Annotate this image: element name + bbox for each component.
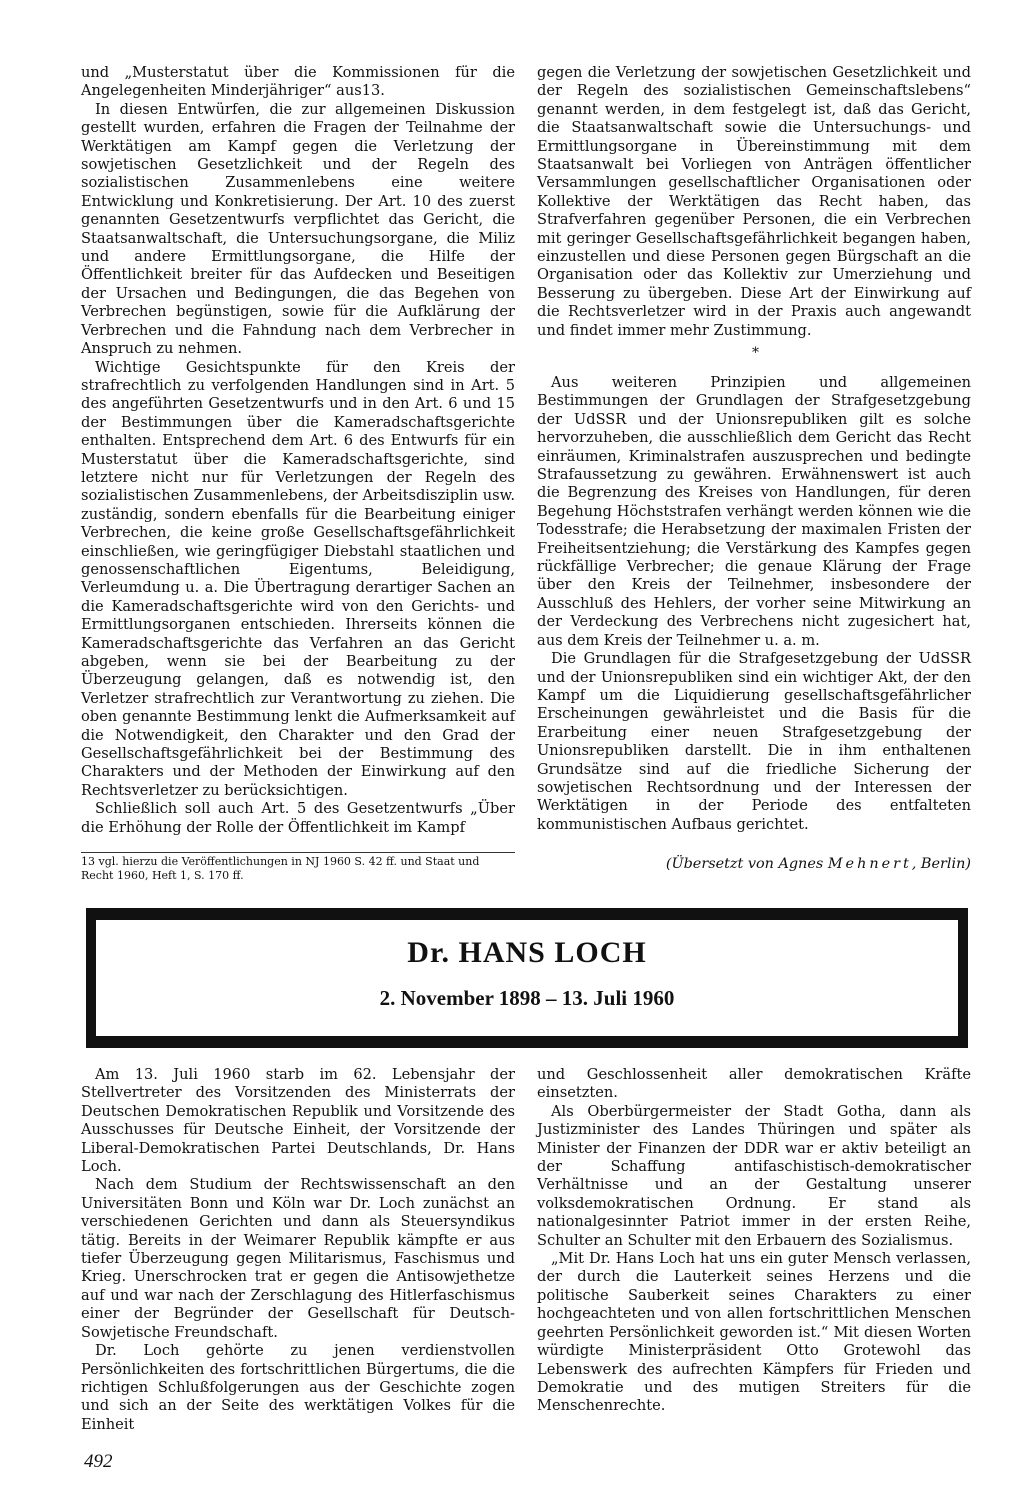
obituary-right-column — [537, 1066, 971, 1416]
paragraph: Dr. Loch gehörte zu jenen verdienstvollen Persönlichkeiten des fortschrittlichen Bürgertums, die die richtigen Schlußfolgerungen aus der Geschichte zogen und sich an der Seite des werktätigen Volkes für die Einheit — [81, 1342, 515, 1433]
footnote: 13 vgl. hierzu die Veröffentlichungen in NJ 1960 S. 42 ff. und Staat und Recht 1960, Heft 1, S. 170 ff. — [81, 852, 515, 883]
upper-left-column — [81, 64, 515, 837]
obituary-banner — [86, 908, 968, 1048]
paragraph: „Mit Dr. Hans Loch hat uns ein guter Mensch verlassen, der durch die Lauterkeit seines Herzens und die politische Sauberkeit seines Charakters zu einer hochgeachteten und von allen fortschrittlichen Menschen geehrten Persönlichkeit geworden ist.“ Mit diesen Worten würdigte Ministerpräsident Otto Grotewohl das Lebenswerk des aufrechten Kämpfers für Frieden und Demokratie und des mutigen Streiters für die Menschenrechte. — [537, 1250, 971, 1415]
obituary-dates: 2. November 1898 – 13. Juli 1960 — [379, 986, 675, 1010]
paragraph: gegen die Verletzung der sowjetischen Gesetzlichkeit und der Regeln des sozialistischen Gemeinschaftslebens“ genannt werden, in dem festgelegt ist, daß das Gericht, die Staatsanwaltschaft sowie die Untersuchungs- und Ermittlungsorgane in Übereinstimmung mit dem Staatsanwalt bei Vorliegen von Anträgen öffentlicher Versammlungen gesellschaftlicher Organisationen oder Kollektive der Werktätigen das Recht haben, das Strafverfahren gegenüber Personen, die ein Verbrechen mit geringer Gesellschaftsgefährlichkeit begangen haben, einzustellen und diese Personen gegen Bürgschaft an die Organisation oder das Kollektiv zur Umerziehung und Besserung zu übergeben. Diese Art der Einwirkung auf die Rechtsverletzer wird in der Praxis auch angewandt und findet immer mehr Zustimmung. — [537, 64, 971, 339]
paragraph: und Geschlossenheit aller demokratischen Kräfte einsetzten. — [537, 1066, 971, 1102]
paragraph: Die Grundlagen für die Strafgesetzgebung der UdSSR und der Unionsrepubliken sind ein wichtiger Akt, der den Kampf um die Liquidierung gesellschaftsgefährlicher Erscheinungen gewährleistet und die Basis für die Erarbeitung einer neuen Strafgesetzgebung der Unionsrepubliken darstellt. Die in ihm enthaltenen Grundsätze sind auf die friedliche Sicherung der sowjetischen Rechtsordnung und der Interessen der Werktätigen in der Periode des entfalteten kommunistischen Aufbaus gerichtet. — [537, 650, 971, 833]
paragraph: und „Musterstatut über die Kommissionen für die Angelegenheiten Minderjähriger“ aus13. — [81, 64, 515, 100]
obituary-left-column — [81, 1066, 515, 1434]
translator-name: Mehnert — [827, 856, 912, 872]
page-number: 492 — [84, 1451, 113, 1472]
upper-right-column-b — [537, 374, 971, 834]
paragraph: Als Oberbürgermeister der Stadt Gotha, dann als Justizminister des Landes Thüringen und später als Minister der Finanzen der DDR war er aktiv beteiligt an der Schaffung antifaschistisch-demokratischer Verhältnisse und an der Gestaltung unserer volksdemokratischen Ordnung. Er stand als nationalgesinnter Patriot immer in der ersten Reihe, Schulter an Schulter mit den Erbauern des Sozialismus. — [537, 1102, 971, 1249]
translator-prefix: (Übersetzt von Agnes — [665, 856, 828, 872]
paragraph: Aus weiteren Prinzipien und allgemeinen Bestimmungen der Grundlagen der Strafgesetzgebung der UdSSR und der Unionsrepubliken gilt es solche hervorzuheben, die ausschließlich dem Gericht das Recht einräumen, Kriminalstrafen auszusprechen und bedingte Strafaussetzung zu gewähren. Erwähnenswert ist auch die Begrenzung des Kreises von Handlungen, für deren Begehung Höchststrafen verhängt werden können wie die Todesstrafe; die Herabsetzung der maximalen Fristen der Freiheitsentziehung; die Verstärkung des Kampfes gegen rückfällige Verbrecher; die genaue Klärung der Frage über den Kreis der Teilnehmer, insbesondere der Ausschluß des Hehlers, der vorher seine Mitwirkung an der Verdeckung des Verbrechens nicht zugesichert hat, aus dem Kreis der Teilnehmer u. a. m. — [537, 374, 971, 649]
upper-right-column-a — [537, 64, 971, 340]
translator-suffix: , Berlin) — [911, 856, 971, 872]
paragraph: Wichtige Gesichtspunkte für den Kreis der strafrechtlich zu verfolgenden Handlungen sind in Art. 5 des angeführten Gesetzentwurfs und in den Art. 6 und 15 der Bestimmungen über die Kameradschaftsgerichte enthalten. Entsprechend dem Art. 6 des Entwurfs für ein Musterstatut über die Kameradschaftsgerichte, sind letztere nicht nur für Verletzungen der Regeln des sozialistischen Zusammenlebens, der Arbeitsdisziplin usw. zuständig, sondern ebenfalls für die Bearbeitung einiger Verbrechen, die keine große Gesellschaftsgefährlichkeit einschließen, wie geringfügiger Diebstahl staatlichen und genossenschaftlichen Eigentums, Beleidigung, Verleumdung u. a. Die Übertragung derartiger Sachen an die Kameradschaftsgerichte wird von den Gerichts- und Ermittlungsorganen entschieden. Ihrerseits können die Kameradschaftsgerichte das Verfahren an das Gericht abgeben, wenn sie bei der Bearbeitung zu der Überzeugung gelangen, daß es notwendig ist, den Verletzer strafrechtlich zur Verantwortung zu ziehen. Die oben genannte Bestimmung lenkt die Aufmerksamkeit auf die Notwendigkeit, den Charakter und den Grad der Gesellschaftsgefährlichkeit bei der Bestimmung des Charakters und der Methoden der Einwirkung auf den Rechtsverletzer zu berücksichtigen. — [81, 358, 515, 799]
paragraph: Nach dem Studium der Rechtswissenschaft an den Universitäten Bonn und Köln war Dr. Loch zunächst an verschiedenen Gerichten und dann als Steuersyndikus tätig. Bereits in der Weimarer Republik kämpfte er aus tiefer Überzeugung gegen Militarismus, Faschismus und Krieg. Unerschrocken trat er gegen die Antisowjethetze auf und war nach der Zerschlagung des Hitlerfaschismus einer der Begründer der Gesellschaft für Deutsch-Sowjetische Freundschaft. — [81, 1176, 515, 1341]
paragraph: Am 13. Juli 1960 starb im 62. Lebensjahr der Stellvertreter des Vorsitzenden des Ministerrats der Deutschen Demokratischen Republik und Vorsitzende des Ausschusses für Deutsche Einheit, der Vorsitzende der Liberal-Demokratischen Partei Deutschlands, Dr. Hans Loch. — [81, 1066, 515, 1176]
obituary-name: Dr. HANS LOCH — [407, 936, 647, 969]
paragraph: Schließlich soll auch Art. 5 des Gesetzentwurfs „Über die Erhöhung der Rolle der Öffentlichkeit im Kampf — [81, 800, 515, 836]
section-separator: * — [752, 345, 759, 361]
translator-credit — [537, 856, 971, 872]
paragraph: In diesen Entwürfen, die zur allgemeinen Diskussion gestellt wurden, erfahren die Fragen der Teilnahme der Werktätigen am Kampf gegen die Verletzung der sowjetischen Gesetzlichkeit und der Regeln des sozialistischen Zusammenlebens eine weitere Entwicklung und Konkretisierung. Der Art. 10 des zuerst genannten Gesetzentwurfs verpflichtet das Gericht, die Staatsanwaltschaft, die Untersuchungsorgane, die Miliz und andere Ermittlungsorgane, die Hilfe der Öffentlichkeit breiter für das Aufdecken und Beseitigen der Ursachen und Bedingungen, die das Begehen von Verbrechen begünstigen, sowie für die Aufklärung der Verbrechen und die Fahndung nach dem Verbrecher in Anspruch zu nehmen. — [81, 100, 515, 358]
